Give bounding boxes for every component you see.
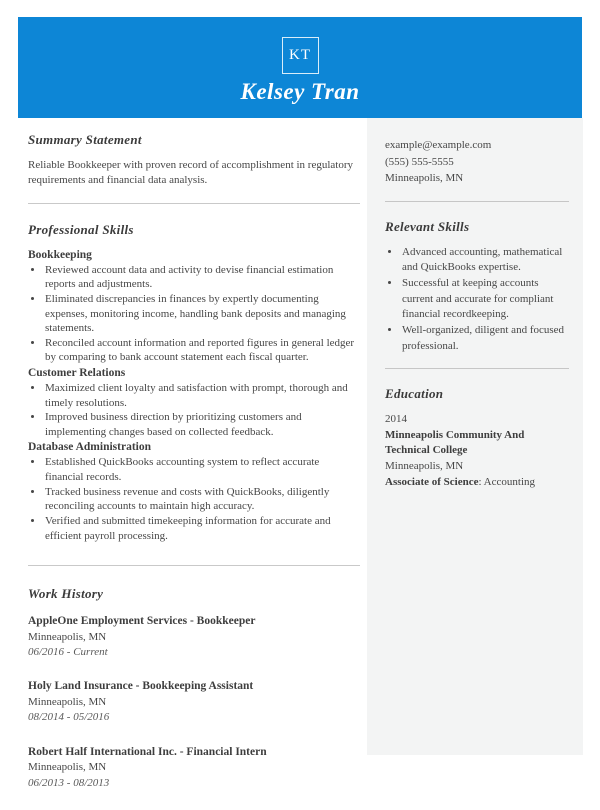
sidebar [367,118,583,755]
main-divider-2 [28,565,360,566]
job-entry [28,614,360,660]
monogram-box [282,37,319,74]
skill-group-list [28,455,360,543]
header-banner [18,17,582,118]
contact-email: example@example.com [385,139,492,151]
relevant-skills-list [385,245,569,355]
education-entry [385,412,569,490]
skill-bullet: • Tracked business revenue and costs with QuickBooks, diligently reconciling accounts to maintain high accuracy. [44,485,360,514]
professional-skills-heading: Professional Skills [28,221,134,237]
job-dates: 06/2016 - Current [28,646,108,659]
sidebar-divider-2 [385,368,569,369]
skill-bullet: • Established QuickBooks accounting system to reflect accurate financial records. [44,455,360,484]
summary-heading: Summary Statement [28,132,142,147]
main-divider-1 [28,203,360,204]
skill-bullet: • Verified and submitted timekeeping information for accurate and efficient payroll processing. [44,514,360,543]
relevant-skill-item: • Successful at keeping accounts current and accurate for compliant financial recordkeeping. [401,276,569,322]
education-degree-field: : Accounting [478,475,536,488]
skill-group-title: Database Administration [28,441,151,454]
skill-group-title: Customer Relations [28,367,126,379]
relevant-skill-item: • Advanced accounting, mathematical and QuickBooks expertise. [401,245,569,276]
summary-text: Reliable Bookkeeper with proven record of accomplishment in regulatory requirements and financial data analysis. [28,159,354,186]
education-school: Minneapolis Community And Technical College [385,428,525,457]
education-degree [385,475,569,491]
skill-bullet: • Eliminated discrepancies in finances by expertly documenting expenses, monitoring income, handling bank deposits and managing statements. [44,292,360,336]
contact-location: Minneapolis, MN [385,172,464,184]
monogram-initials: KT [289,47,311,63]
education-year: 2014 [385,413,407,426]
job-title: AppleOne Employment Services - Bookkeeper [28,615,256,628]
work-history-heading: Work History [28,586,104,602]
job-entry [28,679,360,725]
job-entry [28,745,360,791]
skill-bullet: • Reconciled account information and reported figures in general ledger by comparing to bank account statement each fiscal quarter. [44,336,360,365]
candidate-name: Kelsey Tran [240,79,360,104]
contact-block [385,137,569,187]
skill-bullet: • Reviewed account data and activity to devise financial estimation reports and adjustments. [44,263,360,292]
job-location: Minneapolis, MN [28,630,107,643]
job-title: Robert Half International Inc. - Financial Intern [28,745,267,758]
skill-group-list [28,381,360,440]
education-location: Minneapolis, MN [385,460,464,473]
job-dates: 06/2013 - 08/2013 [28,776,110,789]
education-degree-label: Associate of Science [385,475,479,488]
relevant-skills-heading: Relevant Skills [385,218,470,234]
skill-bullet: • Improved business direction by prioritizing customers and implementing changes based on collected feedback. [44,410,360,439]
skill-bullet: • Maximized client loyalty and satisfaction with prompt, thorough and timely resolutions. [44,381,360,410]
main-column [28,118,360,810]
job-location: Minneapolis, MN [28,761,107,774]
skill-group-title: Bookkeeping [28,248,92,261]
skill-group-list [28,263,360,365]
contact-phone: (555) 555-5555 [385,155,454,168]
education-heading: Education [385,386,444,402]
relevant-skill-item: • Well-organized, diligent and focused professional. [401,323,569,354]
job-location: Minneapolis, MN [28,696,107,709]
job-dates: 08/2014 - 05/2016 [28,711,110,724]
job-title: Holy Land Insurance - Bookkeeping Assistant [28,680,254,693]
sidebar-divider-1 [385,201,569,202]
